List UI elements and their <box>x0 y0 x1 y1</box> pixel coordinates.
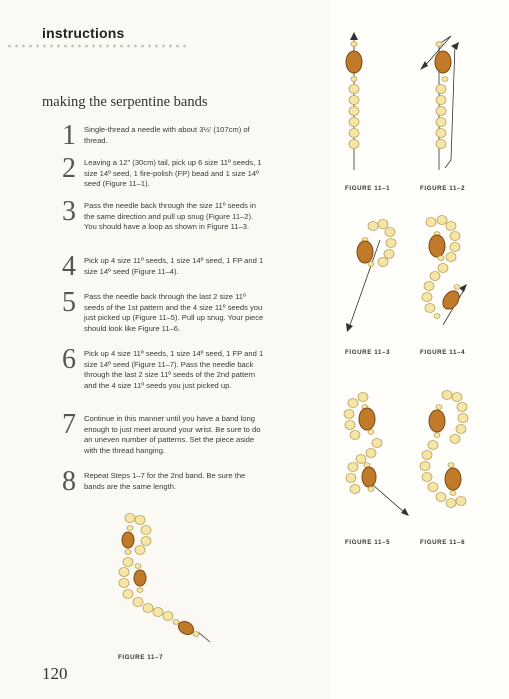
figure-11-1-diagram <box>330 30 380 175</box>
step-number: 2 <box>62 153 76 184</box>
step-text: Pick up 4 size 11º seeds, 1 size 14º seed, 1 FP and 1 size 14º seed (Figure 11–4). <box>84 256 264 276</box>
figure-label: FIGURE 11–1 <box>345 185 391 192</box>
figure-label: FIGURE 11–5 <box>345 539 391 546</box>
section-title: making the serpentine bands <box>42 94 208 110</box>
dotted-divider <box>6 43 186 49</box>
step-text: Leaving a 12" (30cm) tail, pick up 6 size 11º seeds, 1 size 14º seed, 1 fire-polish (FP) bead and 1 size 14º seed (Figure 11–1). <box>84 158 262 189</box>
step-text: Pass the needle back through the size 11º seeds in the same direction and pull up snug (Figure 11–2). You should have a loop as shown in Figure 11–3. <box>84 201 256 232</box>
step-text: Repeat Steps 1–7 for the 2nd band. Be sure the bands are the same length. <box>84 471 246 491</box>
step-text: Pass the needle back through the last 2 size 11º seeds of the 1st pattern and the 4 size 11º seeds you just picked up (Figure 11–5). Pull up snug. Your piece should look like Figure 11–6. <box>84 292 264 333</box>
step-number: 8 <box>62 466 76 497</box>
step-number: 7 <box>62 409 76 440</box>
figure-11-4-diagram <box>415 210 485 335</box>
step-text: Single-thread a needle with about 3½' (107cm) of thread. <box>84 125 250 145</box>
figure-label: FIGURE 11–6 <box>420 539 466 546</box>
figure-11-2-diagram <box>415 30 475 175</box>
figure-label: FIGURE 11–7 <box>118 654 164 661</box>
figure-11-7-diagram <box>110 508 220 648</box>
figure-label: FIGURE 11–4 <box>420 349 466 356</box>
step-number: 1 <box>62 120 76 151</box>
step-number: 5 <box>62 287 76 318</box>
section-header: instructions <box>42 25 125 41</box>
figure-label: FIGURE 11–3 <box>345 349 391 356</box>
step-number: 6 <box>62 344 76 375</box>
step-number: 3 <box>62 196 76 227</box>
figure-11-3-diagram <box>335 210 405 335</box>
figure-11-6-diagram <box>415 385 485 530</box>
figure-11-5-diagram <box>335 385 415 530</box>
step-number: 4 <box>62 251 76 282</box>
step-text: Continue in this manner until you have a band long enough to just meet around your wrist. Be sure to do an uneven number of patterns. Set the piece aside with the thread hanging. <box>84 414 261 455</box>
page-number: 120 <box>42 664 68 683</box>
figure-label: FIGURE 11–2 <box>420 185 466 192</box>
step-text: Pick up 4 size 11º seeds, 1 size 14º seed, 1 FP and 1 size 14º seed (Figure 11–7). Pass the needle back through the last 2 size 11º seeds of the 2nd pattern and the 4 size 11º seeds you just picked up. <box>84 349 264 390</box>
